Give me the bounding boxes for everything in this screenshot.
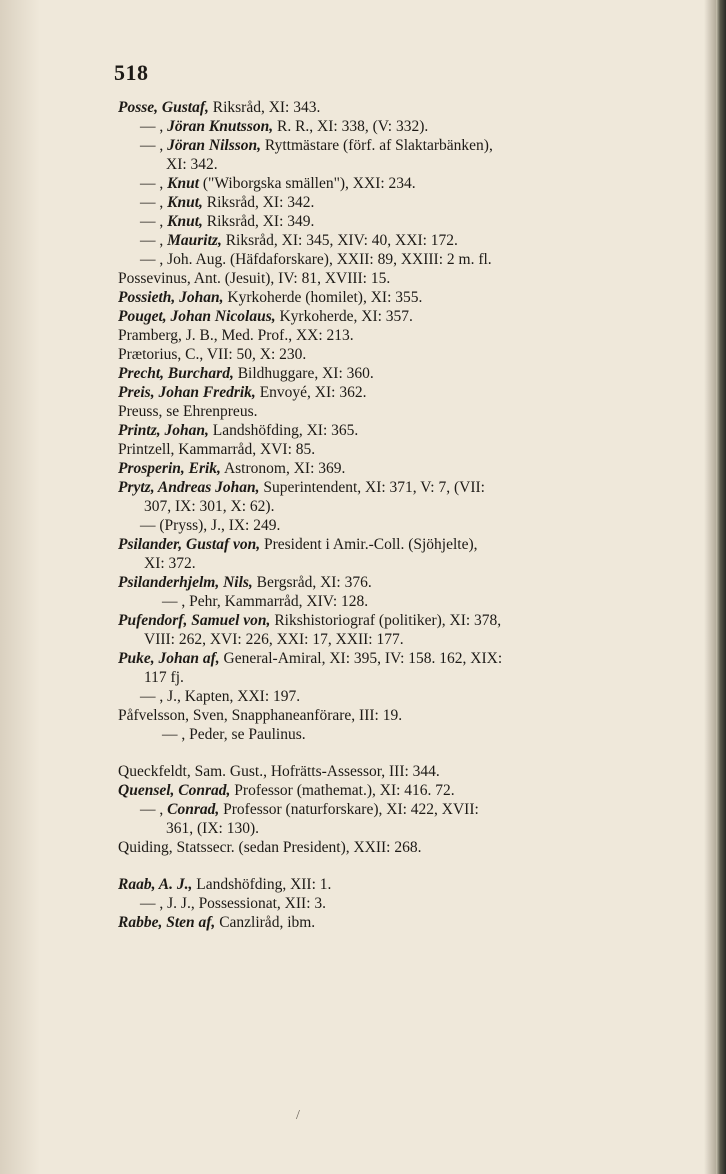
repeat-dash: — ,	[140, 895, 168, 912]
index-entry	[118, 269, 708, 288]
entry-details: Ryttmästare (förf. af Slaktarbänken),	[261, 137, 493, 154]
entry-continuation: 117 fj.	[144, 669, 184, 686]
section-gap	[118, 744, 708, 762]
entry-continuation: 307, IX: 301, X: 62).	[144, 498, 275, 515]
entry-name: Psilanderhjelm, Nils,	[118, 574, 253, 591]
entry-details: Pehr, Kammarråd, XIV: 128.	[189, 593, 369, 610]
entry-details: Peder, se Paulinus.	[189, 726, 306, 743]
index-entry	[118, 592, 708, 611]
entry-details: Landshöfding, XI: 365.	[208, 422, 359, 439]
entry-name: Mauritz,	[167, 232, 222, 249]
entry-name: Knut,	[167, 213, 203, 230]
index-entry	[118, 326, 708, 345]
entry-details: Astronom, XI: 369.	[220, 460, 346, 477]
entry-name: Pufendorf, Samuel von,	[118, 612, 271, 629]
entry-continuation: 361, (IX: 130).	[166, 820, 259, 837]
index-entry	[118, 894, 708, 913]
entry-details: Bildhuggare, XI: 360.	[233, 365, 374, 382]
repeat-dash: — ,	[162, 593, 190, 610]
repeat-dash: — ,	[140, 194, 168, 211]
entry-details: Professor (mathemat.), XI: 416. 72.	[230, 782, 455, 799]
entry-details: Professor (naturforskare), XI: 422, XVII:	[219, 801, 479, 818]
index-entry	[118, 307, 708, 326]
index-entry	[118, 649, 708, 687]
entry-name: Preis, Johan Fredrik,	[118, 384, 256, 401]
index-entry	[118, 250, 708, 269]
index-entry	[118, 117, 708, 136]
entry-name: Puke, Johan af,	[118, 650, 220, 667]
index-entry	[118, 345, 708, 364]
entry-details: Envoyé, XI: 362.	[255, 384, 367, 401]
repeat-dash: — ,	[140, 213, 168, 230]
index-entry	[118, 364, 708, 383]
index-entry	[118, 516, 708, 535]
entry-details: Preuss, se Ehrenpreus.	[118, 403, 258, 420]
entry-name: Prytz, Andreas Johan,	[118, 479, 260, 496]
entry-name: Knut,	[167, 194, 203, 211]
index-entry	[118, 193, 708, 212]
index-entry	[118, 781, 708, 800]
repeat-dash: — ,	[140, 801, 168, 818]
index-entries	[118, 98, 708, 932]
entry-name: Possieth, Johan,	[118, 289, 224, 306]
index-entry	[118, 535, 708, 573]
repeat-dash: — ,	[140, 137, 168, 154]
index-entry	[118, 478, 708, 516]
index-entry	[118, 440, 708, 459]
entry-details: Kyrkoherde (homilet), XI: 355.	[223, 289, 423, 306]
index-entry	[118, 838, 708, 857]
repeat-dash: — ,	[140, 251, 168, 268]
entry-details: Pramberg, J. B., Med. Prof., XX: 213.	[118, 327, 354, 344]
repeat-dash: — ,	[140, 175, 168, 192]
index-entry	[118, 875, 708, 894]
entry-details: Påfvelsson, Sven, Snapphaneanförare, III: 19.	[118, 707, 403, 724]
index-entry	[118, 459, 708, 478]
index-entry	[118, 402, 708, 421]
repeat-dash: — ,	[140, 232, 168, 249]
entry-details: Riksråd, XI: 345, XIV: 40, XXI: 172.	[221, 232, 458, 249]
index-entry	[118, 98, 708, 117]
entry-continuation: XI: 342.	[166, 156, 218, 173]
repeat-dash: — ,	[140, 118, 168, 135]
entry-name: Pouget, Johan Nicolaus,	[118, 308, 276, 325]
index-entry	[118, 725, 708, 744]
index-entry	[118, 611, 708, 649]
entry-details: Queckfeldt, Sam. Gust., Hofrätts-Assessor, III: 344.	[118, 763, 440, 780]
index-entry	[118, 231, 708, 250]
index-entry	[118, 706, 708, 725]
entry-details: Possevinus, Ant. (Jesuit), IV: 81, XVIII: 15.	[118, 270, 391, 287]
entry-details: Superintendent, XI: 371, V: 7, (VII:	[259, 479, 485, 496]
index-entry	[118, 174, 708, 193]
entry-name: Jöran Nilsson,	[167, 137, 262, 154]
entry-details: Riksråd, XI: 349.	[202, 213, 315, 230]
entry-continuation: XI: 372.	[144, 555, 196, 572]
index-entry	[118, 762, 708, 781]
entry-details: General-Amiral, XI: 395, IV: 158. 162, XIX:	[219, 650, 503, 667]
page-number: 518	[114, 60, 149, 85]
index-entry	[118, 212, 708, 231]
entry-details: Bergsråd, XI: 376.	[252, 574, 372, 591]
entry-name: Precht, Burchard,	[118, 365, 234, 382]
entry-details: Quiding, Statssecr. (sedan President), XXII: 268.	[118, 839, 422, 856]
index-entry	[118, 687, 708, 706]
repeat-dash: —	[140, 517, 160, 534]
entry-details: Prætorius, C., VII: 50, X: 230.	[118, 346, 307, 363]
index-entry	[118, 913, 708, 932]
repeat-dash: — ,	[140, 688, 168, 705]
entry-name: Knut	[167, 175, 200, 192]
entry-name: Conrad,	[167, 801, 220, 818]
entry-details: (Pryss), J., IX: 249.	[159, 517, 281, 534]
entry-name: Raab, A. J.,	[118, 876, 193, 893]
entry-name: Jöran Knutsson,	[167, 118, 274, 135]
repeat-dash: — ,	[162, 726, 190, 743]
entry-name: Rabbe, Sten af,	[118, 914, 216, 931]
entry-name: Printz, Johan,	[118, 422, 209, 439]
index-entry	[118, 383, 708, 402]
entry-details: J., Kapten, XXI: 197.	[167, 688, 301, 705]
footer-mark: /	[296, 1108, 300, 1123]
section-gap	[118, 857, 708, 875]
entry-details: ("Wiborgska smällen"), XXI: 234.	[199, 175, 416, 192]
entry-details: Printzell, Kammarråd, XVI: 85.	[118, 441, 316, 458]
entry-name: Psilander, Gustaf von,	[118, 536, 261, 553]
entry-details: R. R., XI: 338, (V: 332).	[273, 118, 429, 135]
entry-name: Prosperin, Erik,	[118, 460, 221, 477]
entry-name: Posse, Gustaf,	[118, 99, 209, 116]
index-entry	[118, 800, 708, 838]
book-spine-edge	[716, 0, 726, 1174]
entry-continuation: VIII: 262, XVI: 226, XXI: 17, XXII: 177.	[144, 631, 404, 648]
entry-details: Riksråd, XI: 342.	[202, 194, 315, 211]
entry-name: Quensel, Conrad,	[118, 782, 231, 799]
entry-details: J. J., Possessionat, XII: 3.	[167, 895, 327, 912]
entry-details: Joh. Aug. (Häfdaforskare), XXII: 89, XXIII: 2 m. fl.	[167, 251, 492, 268]
entry-details: President i Amir.-Coll. (Sjöhjelte),	[260, 536, 478, 553]
entry-details: Canzliråd, ibm.	[215, 914, 316, 931]
entry-details: Riksråd, XI: 343.	[208, 99, 321, 116]
index-entry	[118, 288, 708, 307]
entry-details: Rikshistoriograf (politiker), XI: 378,	[270, 612, 502, 629]
entry-details: Landshöfding, XII: 1.	[192, 876, 332, 893]
index-entry	[118, 573, 708, 592]
index-entry	[118, 421, 708, 440]
index-entry	[118, 136, 708, 174]
entry-details: Kyrkoherde, XI: 357.	[275, 308, 413, 325]
